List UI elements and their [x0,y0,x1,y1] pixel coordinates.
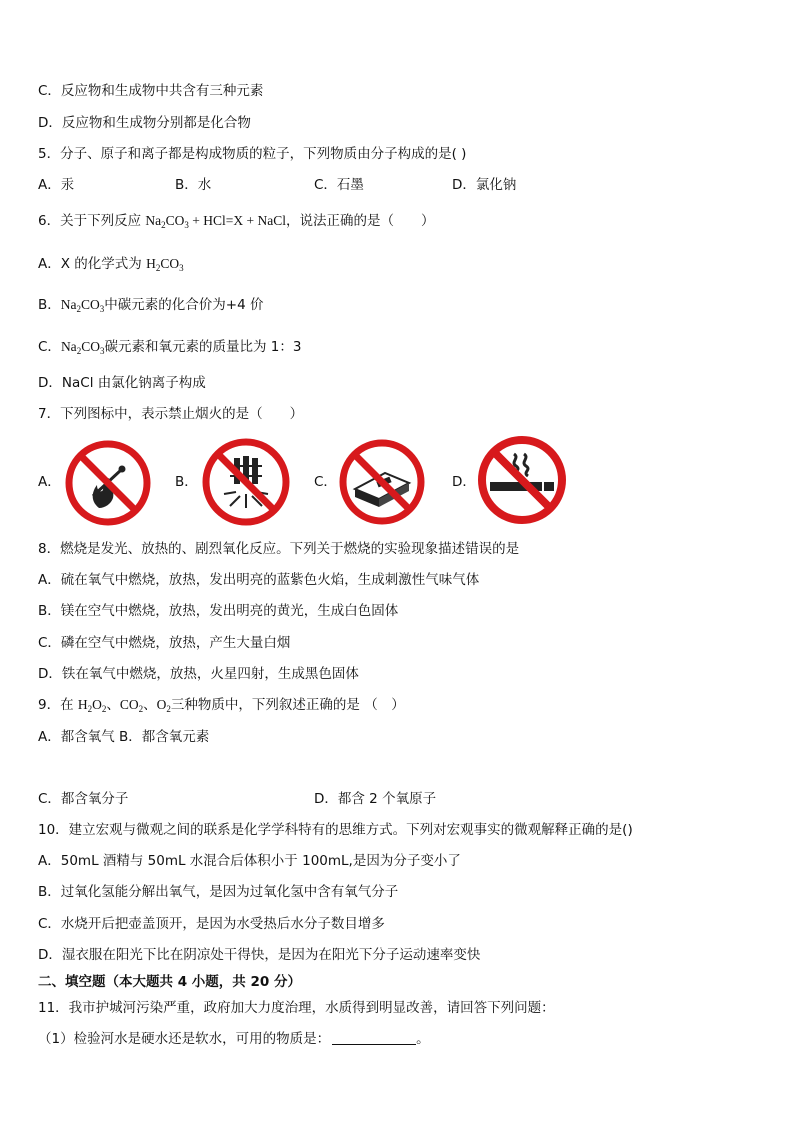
q6-option-a-formula: $H_2CO_3$ [146,256,184,273]
q10-option-d: D．湿衣服在阳光下比在阴凉处干得快，是因为在阳光下分子运动速率变快 [38,947,481,963]
q6-equation: $Na_2CO_3 + HCl=X$ + NaCl [145,213,286,230]
q8-option-a: A．硫在氧气中燃烧，放热，发出明亮的蓝紫色火焰，生成刺激性气味气体 [38,572,480,588]
q6-stem-suffix: ，说法正确的是（ ） [286,213,435,229]
q5-option-a: A．汞 [38,177,75,193]
q5-stem: 5．分子、原子和离子都是构成物质的粒子，下列物质由分子构成的是( ) [38,146,467,162]
q6-option-b-suffix: 中碳元素的化合价为+4 价 [104,297,264,313]
q8-option-b: B．镁在空气中燃烧，放热，发出明亮的黄光，生成白色固体 [38,603,399,619]
no-fireworks-icon [200,436,292,532]
section-heading: 二、填空题（本大题共 4 小题，共 20 分） [38,974,301,990]
q6-option-a [38,255,184,273]
q6-option-d: D．NaCl 由氯化钠离子构成 [38,375,206,391]
q7-stem: 7．下列图标中，表示禁止烟火的是（ ） [38,406,304,422]
no-matches-icon [337,437,427,531]
no-open-flame-icon [63,438,153,532]
q11-sub1-suffix: 。 [416,1031,430,1047]
q10-option-b: B．过氧化氢能分解出氧气，是因为过氧化氢中含有氧气分子 [38,884,399,900]
q6-stem [38,212,435,230]
q7-label-a: A． [38,474,61,490]
q9-option-c: C．都含氧分子 [38,791,129,807]
q4-option-d: D．反应物和生成物分别都是化合物 [38,115,251,131]
q8-option-d: D．铁在氧气中燃烧，放热，火星四射，生成黑色固体 [38,666,359,682]
q6-option-a-prefix: A．X 的化学式为 [38,256,147,272]
q9-option-ab: A．都含氧气 B．都含氧元素 [38,729,210,745]
q5-option-d: D．氯化钠 [452,177,517,193]
q5-option-c: C．石墨 [314,177,364,193]
q8-option-c: C．磷在空气中燃烧，放热，产生大量白烟 [38,635,291,651]
q9-option-d: D．都含 2 个氧原子 [314,791,437,807]
q6-option-b: B．$Na_2CO_3$中碳元素的化合价为+4 价 [38,297,264,314]
q4-option-c: C．反应物和生成物中共含有三种元素 [38,83,264,99]
q10-option-c: C．水烧开后把壶盖顶开，是因为水受热后水分子数目增多 [38,916,385,932]
q7-label-b: B． [175,474,198,490]
q6-option-c: C．$Na_2CO_3$碳元素和氧元素的质量比为 1：3 [38,339,302,356]
q11-stem: 11．我市护城河污染严重，政府加大力度治理，水质得到明显改善，请回答下列问题： [38,1000,555,1016]
q9-formulas: $H_2O_2$、$CO_2$、$O_2$ [77,697,171,714]
q10-stem: 10．建立宏观与微观之间的联系是化学学科特有的思维方式。下列对宏观事实的微观解释正确的是() [38,822,633,838]
q6-stem-prefix: 6．关于下列反应 [38,213,146,229]
no-smoking-icon [476,434,568,530]
q6-option-c-formula: $Na_2CO_3$ [60,339,105,356]
q5-option-b: B．水 [175,177,212,193]
q7-label-d: D． [452,474,476,490]
q11-sub1-prefix: （1）检验河水是硬水还是软水，可用的物质是： [38,1031,331,1047]
q9-stem [38,696,405,714]
q9-stem-prefix: 9．在 [38,697,78,713]
q8-stem: 8．燃烧是发光、放热的、剧烈氧化反应。下列关于燃烧的实验现象描述错误的是 [38,541,520,557]
q10-option-a: A．50mL 酒精与 50mL 水混合后体积小于 100mL,是因为分子变小了 [38,853,461,869]
q7-label-c: C． [314,474,337,490]
q9-stem-suffix: 三种物质中，下列叙述正确的是 （ ） [170,697,405,713]
answer-blank[interactable] [332,1030,416,1045]
q11-sub1 [38,1030,430,1048]
q6-option-c-suffix: 碳元素和氧元素的质量比为 1：3 [104,339,302,355]
q6-option-b-formula: $Na_2CO_3$ [60,297,105,314]
